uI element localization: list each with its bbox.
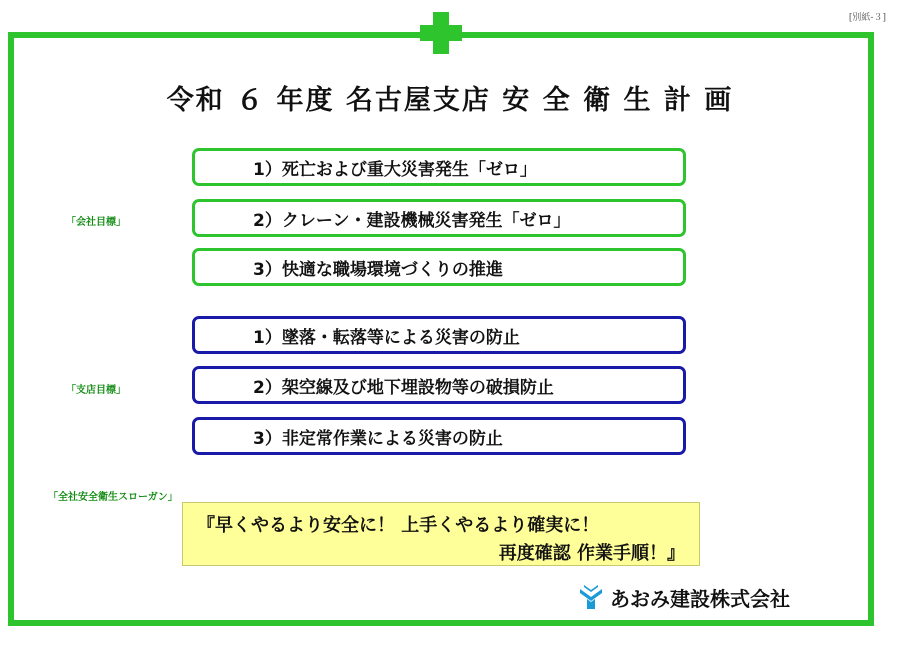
company-goal-2: 2）クレーン・建設機械災害発生「ゼロ」 bbox=[192, 199, 686, 237]
slogan-label: 「全社安全衛生スローガン」 bbox=[48, 492, 178, 503]
company-name: あおみ建設株式会社 bbox=[610, 586, 790, 611]
slogan-line-2: 再度確認 作業手順！』 bbox=[498, 543, 685, 564]
slogan-box bbox=[182, 502, 700, 566]
slogan-line-1: 『早くやるより安全に！ 上手くやるより確実に！ bbox=[197, 515, 600, 536]
branch-goal-3: 3）非定常作業による災害の防止 bbox=[192, 417, 686, 455]
company-goals-label: 「会社目標」 bbox=[66, 217, 126, 228]
branch-goal-1: 1）墜落・転落等による災害の防止 bbox=[192, 316, 686, 354]
branch-goal-2: 2）架空線及び地下埋設物等の破損防止 bbox=[192, 366, 686, 404]
company-goal-1: 1）死亡および重大災害発生「ゼロ」 bbox=[192, 148, 686, 186]
attachment-number: [別紙-３] bbox=[848, 13, 886, 23]
company-goal-3: 3）快適な職場環境づくりの推進 bbox=[192, 248, 686, 286]
green-cross-icon bbox=[420, 12, 462, 54]
company-signature bbox=[578, 582, 790, 612]
branch-goals-label: 「支店目標」 bbox=[66, 385, 126, 396]
company-logo-icon bbox=[578, 584, 604, 610]
page-title: 令和 ６ 年度 名古屋支店 安 全 衛 生 計 画 bbox=[166, 85, 734, 116]
